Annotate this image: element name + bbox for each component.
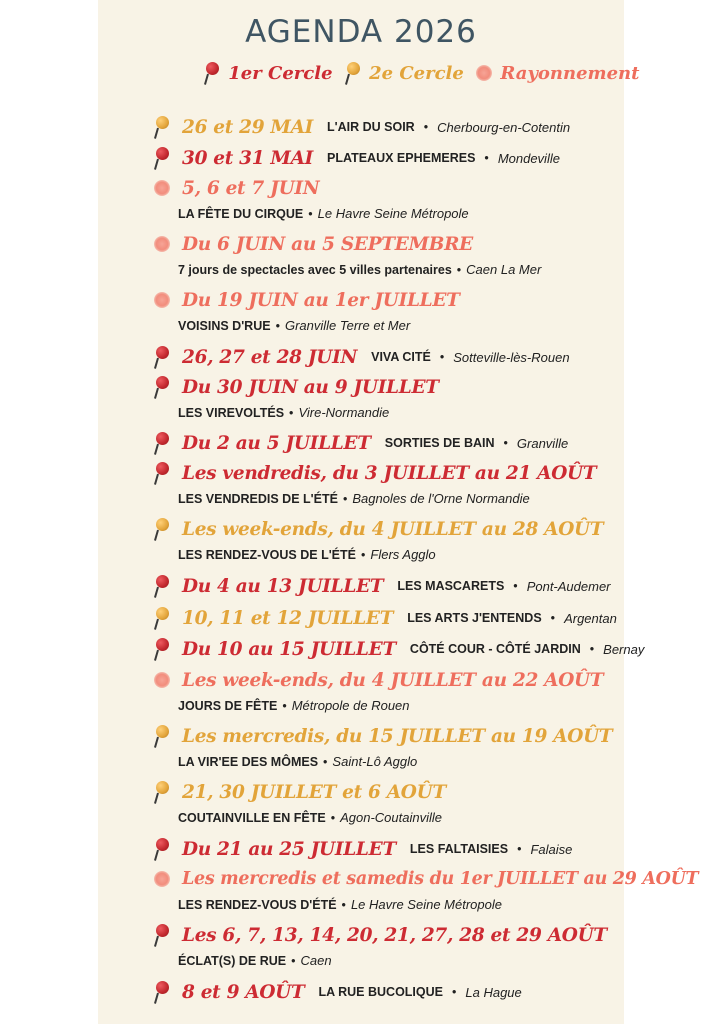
event-place: Cherbourg-en-Cotentin [437, 119, 571, 135]
orange-pin-icon [152, 517, 172, 541]
event-name: VOISINS D'RUE [178, 319, 271, 333]
event-name: LA FÊTE DU CIRQUE [178, 207, 304, 221]
event-date: Du 4 au 13 JUILLET [182, 575, 384, 597]
separator: • [484, 151, 489, 165]
separator: • [452, 985, 457, 999]
separator: • [589, 642, 595, 656]
event-place: Granville [516, 435, 569, 451]
event-place: Bagnoles de l'Orne Normandie [352, 491, 530, 506]
list-item [152, 724, 622, 773]
red-pin-icon [152, 637, 172, 661]
list-item [152, 980, 622, 1004]
rayonnement-dot-icon [152, 176, 172, 200]
event-date: 10, 11 et 12 JUILLET [182, 607, 394, 629]
rayonnement-dot-icon [152, 867, 172, 891]
orange-pin-icon [152, 780, 172, 804]
list-item [152, 176, 622, 225]
event-date: Du 30 JUIN au 9 JUILLET [182, 376, 439, 398]
event-name: CÔTÉ COUR - CÔTÉ JARDIN [409, 642, 581, 656]
event-name: LA VIR'EE DES MÔMES [178, 755, 319, 769]
separator: • [308, 207, 313, 221]
list-item [152, 780, 622, 829]
event-name: L'AIR DU SOIR [327, 120, 415, 134]
list-item [152, 606, 622, 630]
list-item [152, 115, 622, 139]
separator: • [361, 548, 366, 562]
separator: • [291, 954, 296, 968]
event-name: SORTIES DE BAIN [384, 436, 495, 450]
red-pin-icon [152, 923, 172, 947]
event-place: Vire-Normandie [298, 405, 390, 420]
event-date: Les week-ends, du 4 JUILLET au 28 AOÛT [182, 518, 604, 540]
rayonnement-dot-icon [474, 61, 494, 85]
event-name: COUTAINVILLE EN FÊTE [178, 811, 326, 825]
legend-second-circle: 2e Cercle [369, 62, 464, 84]
red-pin-icon [202, 61, 222, 85]
event-place: Granville Terre et Mer [284, 318, 411, 333]
event-date: Du 21 au 25 JUILLET [182, 838, 396, 860]
page-title: AGENDA 2026 [245, 14, 477, 50]
agenda-panel [98, 0, 699, 1024]
event-date: Les mercredis et samedis du 1er JUILLET au 29 AOÛT [182, 869, 699, 889]
orange-pin-icon [152, 606, 172, 630]
red-pin-icon [152, 375, 172, 399]
separator: • [503, 436, 508, 450]
event-place: Le Havre Seine Métropole [350, 897, 502, 912]
event-date: 8 et 9 AOÛT [182, 981, 305, 1003]
list-item [152, 837, 622, 861]
separator: • [513, 579, 518, 593]
list-item [152, 375, 622, 424]
event-place: Flers Agglo [370, 547, 436, 562]
separator: • [456, 263, 462, 277]
event-place: Saint-Lô Agglo [332, 754, 418, 769]
event-place: Bernay [603, 641, 645, 657]
event-date: Du 6 JUIN au 5 SEPTEMBRE [182, 233, 473, 255]
event-place: Caen La Mer [466, 262, 542, 277]
rayonnement-dot-icon [152, 668, 172, 692]
event-place: Mondeville [497, 150, 560, 166]
separator: • [439, 350, 445, 364]
separator: • [423, 120, 429, 134]
list-item [152, 461, 622, 510]
event-place: Agon-Coutainville [340, 810, 442, 825]
event-date: 26, 27 et 28 JUIN [182, 346, 358, 368]
event-date: Du 2 au 5 JUILLET [182, 432, 371, 454]
event-place: Sotteville-lès-Rouen [453, 349, 570, 365]
separator: • [341, 898, 346, 912]
legend [202, 61, 639, 89]
legend-rayonnement: Rayonnement [500, 62, 640, 84]
red-pin-icon [152, 345, 172, 369]
list-item [152, 517, 622, 566]
separator: • [330, 811, 336, 825]
event-name: LES ARTS J'ENTENDS [407, 611, 542, 625]
separator: • [282, 699, 287, 713]
rayonnement-dot-icon [152, 232, 172, 256]
list-item [152, 431, 622, 455]
event-name: LES VIREVOLTÉS [178, 406, 285, 420]
event-place: Caen [300, 953, 332, 968]
list-item [152, 232, 622, 281]
list-item [152, 668, 622, 717]
event-name: 7 jours de spectacles avec 5 villes partenaires [178, 263, 452, 277]
event-place: Falaise [530, 841, 573, 857]
event-date: Du 19 JUIN au 1er JUILLET [182, 289, 460, 311]
event-date: Les week-ends, du 4 JUILLET au 22 AOÛT [182, 669, 604, 691]
event-date: 26 et 29 MAI [182, 116, 314, 138]
separator: • [550, 611, 556, 625]
event-place: Pont-Audemer [526, 578, 611, 594]
event-date: 30 et 31 MAI [182, 147, 314, 169]
event-name: LES MASCARETS [397, 579, 505, 593]
rayonnement-dot-icon [152, 288, 172, 312]
event-name: LES VENDREDIS DE L'ÉTÉ [178, 492, 338, 506]
event-name: VIVA CITÉ [371, 350, 431, 364]
list-item [152, 345, 622, 369]
event-name: LA RUE BUCOLIQUE [318, 985, 443, 999]
separator: • [323, 755, 328, 769]
list-item [152, 867, 699, 916]
event-date: Les 6, 7, 13, 14, 20, 21, 27, 28 et 29 AOÛT [182, 924, 607, 946]
red-pin-icon [152, 431, 172, 455]
red-pin-icon [152, 461, 172, 485]
red-pin-icon [152, 980, 172, 1004]
separator: • [275, 319, 280, 333]
event-name: PLATEAUX EPHEMERES [327, 151, 476, 165]
event-name: LES RENDEZ-VOUS DE L'ÉTÉ [178, 548, 356, 562]
list-item [152, 288, 622, 337]
event-place: La Hague [465, 984, 522, 1000]
event-date: Les vendredis, du 3 JUILLET au 21 AOÛT [182, 462, 597, 484]
orange-pin-icon [152, 115, 172, 139]
event-place: Métropole de Rouen [291, 698, 410, 713]
event-date: Du 10 au 15 JUILLET [182, 638, 396, 660]
event-name: ÉCLAT(S) DE RUE [178, 954, 287, 968]
red-pin-icon [152, 146, 172, 170]
event-place: Argentan [564, 610, 617, 626]
list-item [152, 146, 622, 170]
legend-first-circle: 1er Cercle [228, 62, 333, 84]
separator: • [342, 492, 348, 506]
list-item [152, 637, 645, 661]
event-date: 21, 30 JUILLET et 6 AOÛT [182, 781, 446, 803]
event-date: Les mercredis, du 15 JUILLET au 19 AOÛT [182, 725, 613, 747]
event-place: Le Havre Seine Métropole [317, 206, 469, 221]
orange-pin-icon [152, 724, 172, 748]
orange-pin-icon [343, 61, 363, 85]
red-pin-icon [152, 837, 172, 861]
red-pin-icon [152, 574, 172, 598]
event-name: LES FALTAISIES [409, 842, 509, 856]
event-name: JOURS DE FÊTE [178, 699, 278, 713]
event-name: LES RENDEZ-VOUS D'ÉTÉ [178, 898, 337, 912]
list-item [152, 574, 622, 598]
separator: • [517, 842, 522, 856]
separator: • [289, 406, 294, 420]
list-item [152, 923, 622, 972]
event-date: 5, 6 et 7 JUIN [182, 177, 320, 199]
